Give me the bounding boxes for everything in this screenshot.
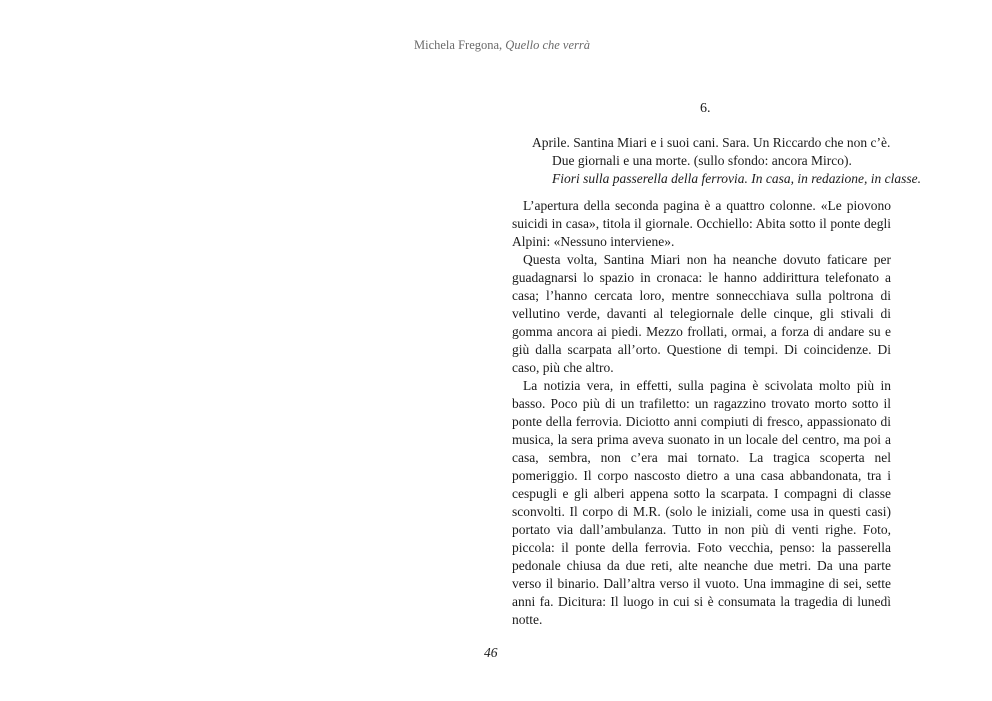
book-title: Quello che verrà [505,38,590,52]
paragraph: Questa volta, Santina Miari non ha neanche dovuto faticare per guadagnarsi lo spazio in cronaca: le hanno addirittura telefonato a casa; l’hanno cercata loro, mentre sonnecchiava sulla poltrona di vellutino verde, davanti al telegiornale delle cinque, gli stivali di gomma ancora ai piedi. Mezzo frollati, ormai, a forza di andare su e giù dalla scarpata all’orto. Questione di tempi. Di coincidenze. Di caso, più che altro. [512,252,891,375]
chapter-number: 6. [700,101,711,116]
chapter-synopsis [532,134,921,188]
synopsis-line-2: Due giornali e una morte. (sullo sfondo: ancora Mirco). [552,153,852,168]
page-number: 46 [484,645,498,660]
synopsis-line-1: Aprile. Santina Miari e i suoi cani. Sara. Un Riccardo che non c’è. [532,135,891,150]
paragraph: L’apertura della seconda pagina è a quattro colonne. «Le piovono suicidi in casa», titola il giornale. Occhiello: Abita sotto il ponte degli Alpini: «Nessuno interviene». [512,198,891,249]
body-text [512,197,891,629]
running-header [414,38,590,53]
synopsis-line-3: Fiori sulla passerella della ferrovia. In casa, in redazione, in classe. [552,171,921,186]
paragraph: La notizia vera, in effetti, sulla pagina è scivolata molto più in basso. Poco più di un trafiletto: un ragazzino trovato morto sotto il ponte della ferrovia. Diciotto anni compiuti di fresco, appassionato di musica, la sera prima aveva suonato in un locale del centro, ma poi a casa, sembra, non c’era mai tornato. La tragica scoperta nel pomeriggio. Il corpo nascosto dietro a una casa abbandonata, tra i cespugli e gli alberi appena sotto la scarpata. I compagni di classe sconvolti. Il corpo di M.R. (solo le iniziali, come usa in questi casi) portato via dall’ambulanza. Tutto in non più di venti righe. Foto, piccola: il ponte della ferrovia. Foto vecchia, penso: la passerella pedonale chiusa da due reti, alte neanche due metri. Da una parte verso il binario. Dall’altra verso il vuoto. Una immagine di sei, sette anni fa. Dicitura: Il luogo in cui si è consumata la tragedia di lunedì notte. [512,378,891,627]
author-name: Michela Fregona, [414,38,503,52]
